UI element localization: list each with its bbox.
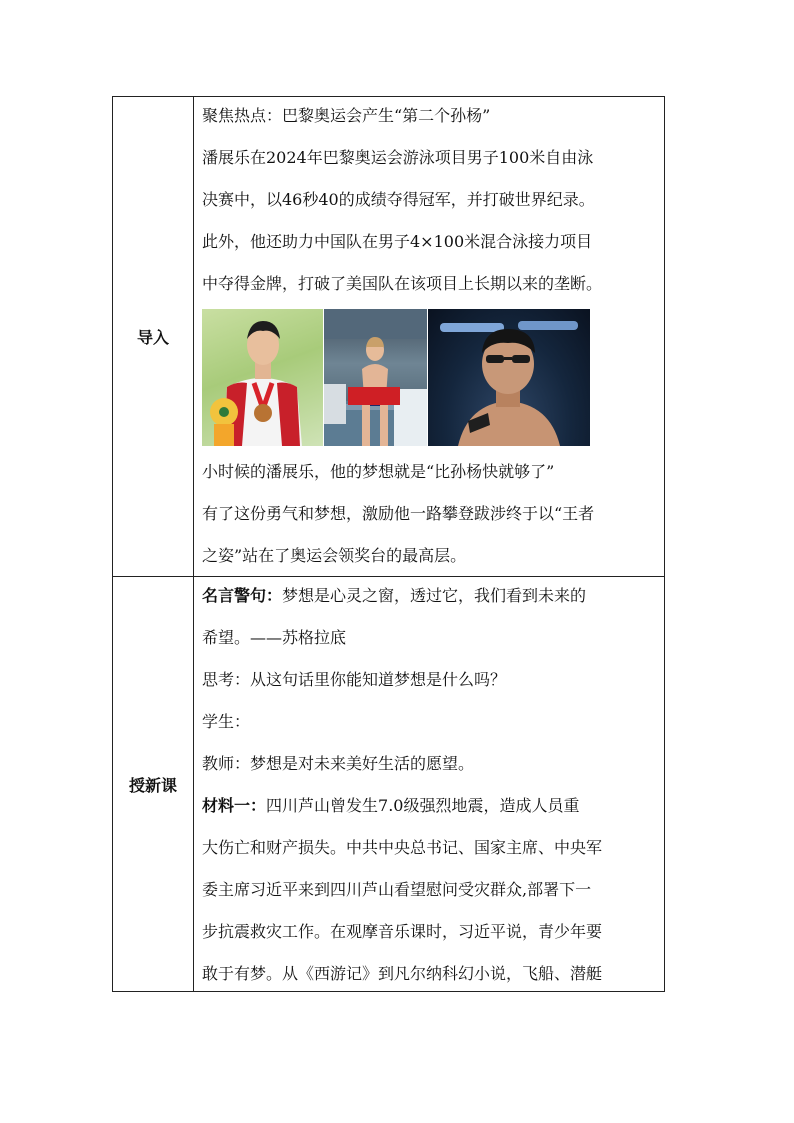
table-row-new-lesson — [113, 577, 664, 991]
photo-swimmer-portrait — [428, 309, 590, 446]
row-label-new-lesson: 授新课 — [113, 577, 194, 991]
intro-closing-line: 之姿”站在了奥运会领奖台的最高层。 — [202, 546, 467, 565]
intro-paragraph-line: 此外，他还助力中国队在男子4×100米混合泳接力项目 — [202, 232, 593, 251]
lesson-table — [112, 96, 665, 992]
photo-swimmer-pool — [324, 309, 427, 446]
material-paragraph-line: 步抗震救灾工作。在观摩音乐课时，习近平说，青少年要 — [202, 922, 603, 941]
table-row-intro — [113, 97, 664, 577]
photo-strip — [202, 309, 590, 446]
row-label-intro: 导入 — [113, 97, 194, 576]
material-label: 材料一： — [202, 796, 267, 815]
material-paragraph-line: 委主席习近平来到四川芦山看望慰问受灾群众,部署下一 — [202, 880, 592, 899]
think-question: 思考：从这句话里你能知道梦想是什么吗？ — [202, 670, 507, 689]
intro-heading: 聚焦热点：巴黎奥运会产生“第二个孙杨” — [202, 106, 491, 125]
quote-label: 名言警句： — [202, 586, 283, 605]
intro-paragraph-line: 潘展乐在2024年巴黎奥运会游泳项目男子100米自由泳 — [202, 148, 594, 167]
intro-paragraph-line: 中夺得金牌，打破了美国队在该项目上长期以来的垄断。 — [202, 274, 603, 293]
student-answer: 学生： — [202, 712, 251, 731]
quote-text: 梦想是心灵之窗，透过它，我们看到未来的 — [282, 586, 587, 605]
material-line — [202, 795, 662, 817]
teacher-answer: 教师：梦想是对未来美好生活的愿望。 — [202, 754, 475, 773]
material-text: 四川芦山曾发生7.0级强烈地震，造成人员重 — [266, 796, 580, 815]
photo-swimmer-medal — [202, 309, 323, 446]
quote-line — [202, 585, 662, 607]
intro-closing-line: 有了这份勇气和梦想，激励他一路攀登跋涉终于以“王者 — [202, 504, 595, 523]
material-paragraph-line: 敢于有梦。从《西游记》到凡尔纳科幻小说，飞船、潜艇 — [202, 964, 603, 983]
material-paragraph-line: 大伤亡和财产损失。中共中央总书记、国家主席、中央军 — [202, 838, 603, 857]
intro-closing-line: 小时候的潘展乐，他的梦想就是“比孙杨快就够了” — [202, 462, 555, 481]
new-lesson-content — [194, 577, 664, 991]
quote-continuation: 希望。——苏格拉底 — [202, 628, 347, 647]
intro-paragraph-line: 决赛中，以46秒40的成绩夺得冠军，并打破世界纪录。 — [202, 190, 595, 209]
intro-content — [194, 97, 664, 576]
